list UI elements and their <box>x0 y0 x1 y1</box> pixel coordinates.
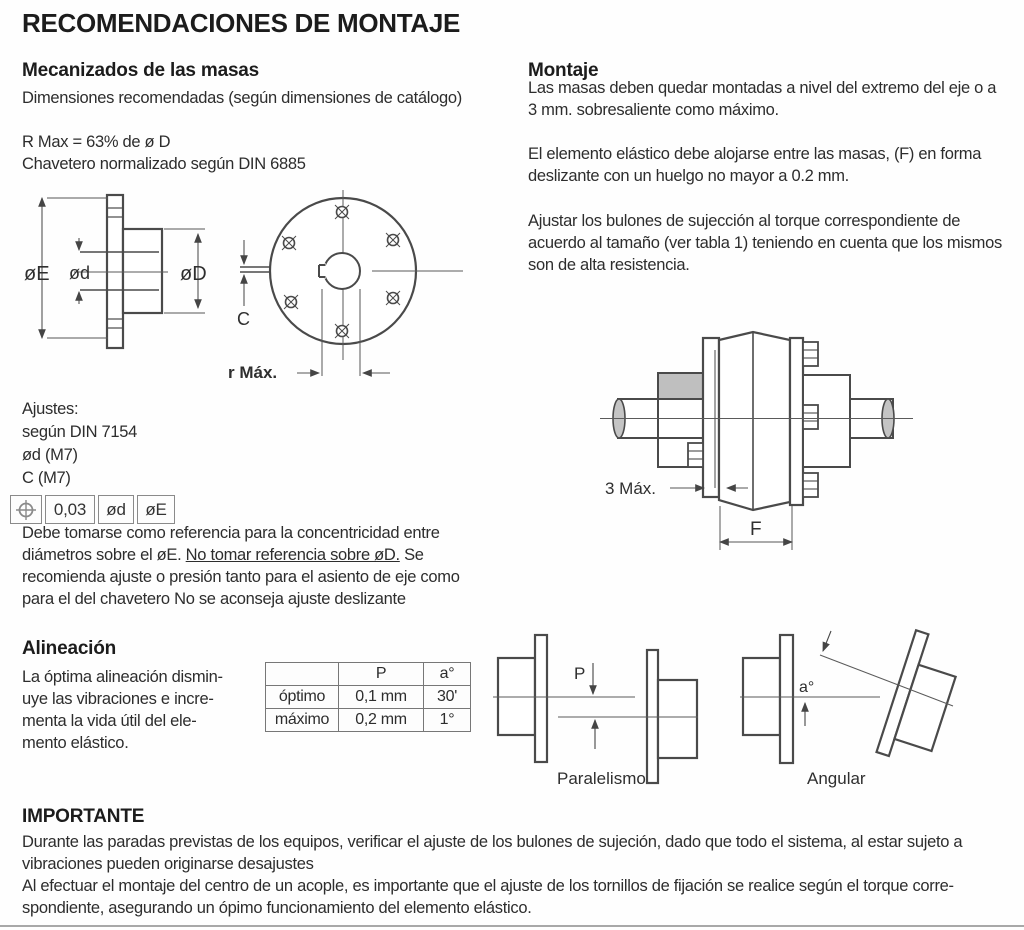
dim-label-rmax: r Máx. <box>228 363 278 382</box>
cell-maximo-a: 1° <box>424 709 471 732</box>
dim-label-f: F <box>750 519 762 540</box>
table-header-row <box>266 663 471 686</box>
montaje-heading: Montaje <box>528 60 599 81</box>
machining-heading: Mecanizados de las masas <box>22 60 260 81</box>
montaje-para-3: Ajustar los bulones de sujección al torque correspondiente de acuerdo al tamaño (ver tabla 1) teniendo en cuenta que los mismos son de alta resistencia. <box>528 212 1002 274</box>
header-p: P <box>339 663 424 686</box>
montaje-para-2: El elemento elástico debe alojarse entre las masas, (F) en forma deslizante con un huelgo no mayor a 0.2 mm. <box>528 145 982 185</box>
importante-line-3: Al efectuar el montaje del centro de un acople, es importante que el ajuste de los tornillos de fijación se realice según el torque corre- <box>22 877 954 895</box>
alignment-line-4: mento elástico. <box>22 734 129 752</box>
cell-optimo-p: 0,1 mm <box>339 686 424 709</box>
cell-maximo: máximo <box>266 709 339 732</box>
dim-label-c: C <box>237 309 250 329</box>
parallel-misalignment-diagram <box>488 618 760 798</box>
alignment-table <box>265 662 471 732</box>
rmax-line: R Max = 63% de ø D <box>22 133 171 151</box>
note-underlined: No tomar referencia sobre øD. <box>185 546 400 564</box>
coupling-assembly-diagram <box>580 320 1020 560</box>
dim-label-dE: øE <box>24 263 50 285</box>
fits-title: Ajustes: <box>22 400 79 418</box>
importante-line-1: Durante las paradas previstas de los equipos, verificar el ajuste de los bulones de sujeción, dado que todo el sistema, al estar sujeto a <box>22 833 963 851</box>
importante-heading: IMPORTANTE <box>22 806 145 827</box>
dim-label-dD: øD <box>180 263 207 285</box>
note-end: Se recomienda ajuste o presión tanto para el asiento de eje como para el del chavetero No se aconseja ajuste deslizante <box>22 546 460 608</box>
note-start: Debe tomarse como referencia para la concentricidad entre diámetros sobre el øE. <box>22 524 440 564</box>
alignment-line-2: uye las vibraciones e incre- <box>22 690 214 708</box>
table-row <box>266 686 471 709</box>
alignment-heading: Alineación <box>22 638 117 659</box>
gdt-datum-b: øE <box>137 495 175 524</box>
keyway-line: Chavetero normalizado según DIN 6885 <box>22 155 306 173</box>
dim-label-3max: 3 Máx. <box>605 479 657 498</box>
parallel-label: Paralelismo <box>557 769 646 788</box>
concentricity-note <box>22 522 482 610</box>
cell-optimo-a: 30' <box>424 686 471 709</box>
gdt-tolerance: 0,03 <box>45 495 95 524</box>
fits-line-2: ød (M7) <box>22 446 78 464</box>
alignment-line-1: La óptima alineación dismin- <box>22 668 223 686</box>
montaje-para-1: Las masas deben quedar montadas a nivel del extremo del eje o a 3 mm. sobresaliente como máximo. <box>528 79 997 119</box>
header-a: a° <box>424 663 471 686</box>
cell-maximo-p: 0,2 mm <box>339 709 424 732</box>
gdt-datum-a: ød <box>98 495 134 524</box>
angular-label: Angular <box>807 769 866 788</box>
gdt-feature-control-frame <box>10 495 175 524</box>
hub-machining-diagram <box>8 188 470 394</box>
gdt-symbol-cell <box>10 495 42 524</box>
fits-line-1: según DIN 7154 <box>22 423 138 441</box>
page-title: RECOMENDACIONES DE MONTAJE <box>22 8 461 38</box>
fits-line-3: C (M7) <box>22 469 71 487</box>
header-blank <box>266 663 339 686</box>
alignment-line-3: menta la vida útil del ele- <box>22 712 197 730</box>
angular-misalignment-diagram <box>740 618 1022 798</box>
cell-optimo: óptimo <box>266 686 339 709</box>
dim-label-dd: ød <box>69 263 91 283</box>
machining-subheading: Dimensiones recomendadas (según dimensiones de catálogo) <box>22 89 462 107</box>
dim-label-a: a° <box>799 679 815 696</box>
table-row <box>266 709 471 732</box>
concentricity-icon <box>15 499 37 521</box>
importante-line-4: spondiente, asegurando un ópimo funcionamiento del elemento elástico. <box>22 899 532 917</box>
bottom-rule <box>0 925 1024 927</box>
dim-label-p: P <box>574 664 586 683</box>
importante-line-2: vibraciones pueden originarse desajustes <box>22 855 314 873</box>
